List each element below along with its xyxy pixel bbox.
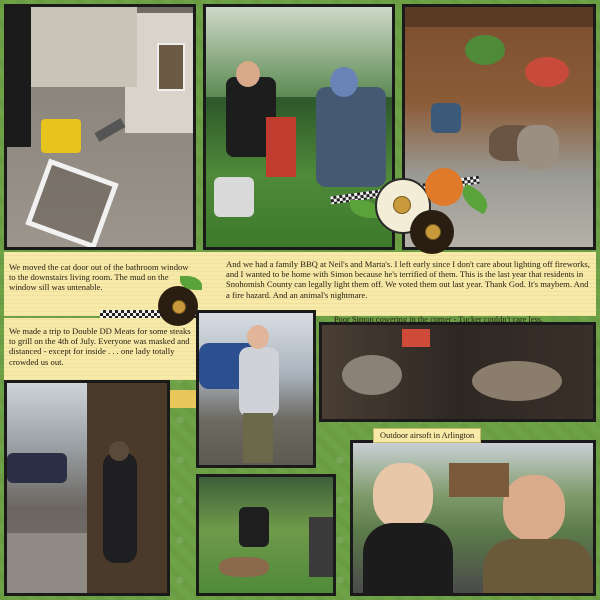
photo-airsoft [350, 440, 596, 596]
button-embellishment [425, 224, 441, 240]
button-embellishment [393, 196, 411, 214]
flower-orange-embellishment [425, 168, 463, 206]
photo-driveway [196, 310, 316, 468]
photo-meats-store [4, 380, 170, 596]
journal-meats: We made a trip to Double DD Meats for some steaks to grill on the 4th of July. Everyone was masked and distanced - except for inside . . . one lady totally crowded us out. [9, 326, 191, 367]
button-embellishment [172, 300, 186, 314]
journal-bbq: And we had a family BBQ at Neil's and Marta's. I left early since I don't care about lighting off fireworks, and I wanted to be home with Simon because he's terrified of them. This is the last year that residents in Snohomish County can legally light them off. We voted them out last year. Thank God. It's maybem. And a fire hazard. And an animal's nightmare. [226, 259, 590, 300]
caption-airsoft: Outdoor airsoft in Arlington [373, 428, 481, 443]
journal-cat-door: We moved the cat door out of the bathroom window to the downstairs living room. The mud on the window sill was untenable. [9, 262, 189, 293]
photo-cat-door [4, 4, 196, 250]
caption-simon: Poor Simon cowering in the corner - Tucker couldn't care less. [334, 315, 544, 324]
photo-dog-lawn [196, 474, 336, 596]
photo-simon-cat [319, 322, 596, 422]
